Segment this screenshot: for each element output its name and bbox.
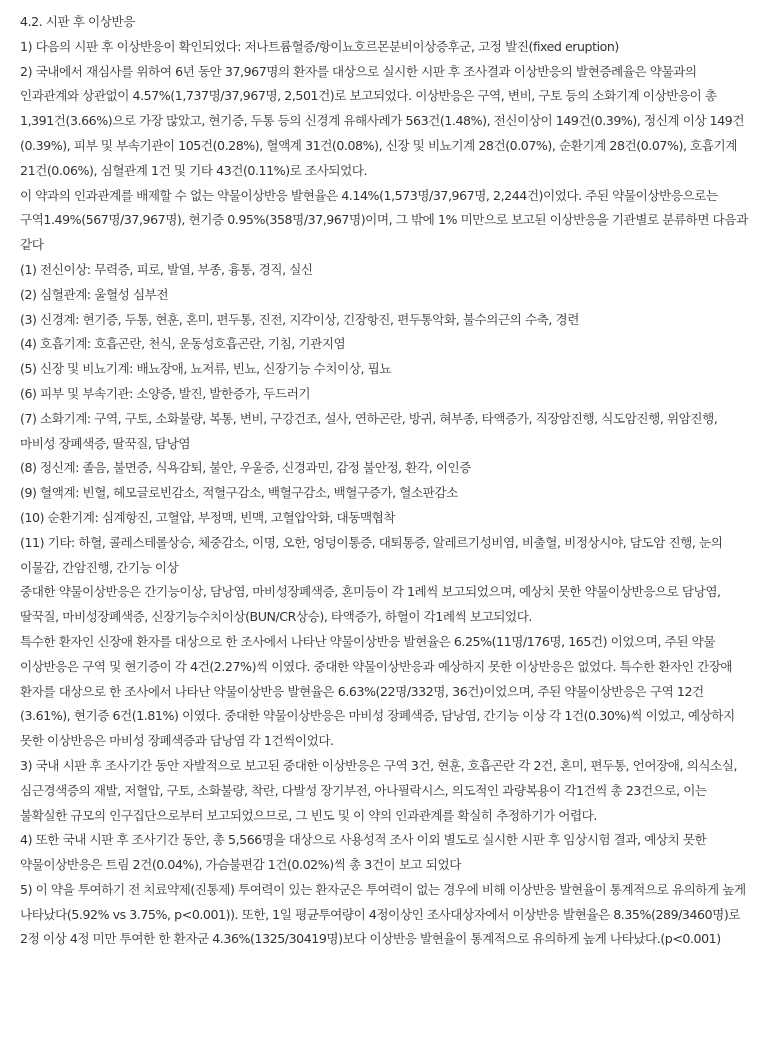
paragraph-serious-reactions: 중대한 약물이상반응은 간기능이상, 담낭염, 마비성장폐색증, 혼미등이 각 1례씩 보고되었으며, 예상치 못한 약물이상반응으로 담낭염, 딸꾹질, 마비성장폐색증, 신장기능수치이상(BUN/CR상승), 타액증가, 하혈이 각1례씩 보고되었다. — [20, 584, 721, 625]
list-item-cardiovascular: (2) 심혈관계: 울혈성 심부전 — [20, 286, 169, 302]
list-item-blood: (9) 혈액계: 빈혈, 헤모글로빈감소, 적혈구감소, 백혈구감소, 백혈구증가, 혈소판감소 — [20, 485, 458, 501]
paragraph-3: 이 약과의 인과관계를 배제할 수 없는 약물이상반응 발현율은 4.14%(1,573명/37,967명, 2,244건)이었다. 주된 약물이상반응으로는 구역1.49%(567명/37,967명), 현기증 0.95%(358명/37,967명)이며, 그 밖에 1% 미만으로 보고된 이상반응을 기관별로 분류하면 다음과 같다 — [20, 187, 748, 253]
paragraph-special-patients: 특수한 환자인 신장애 환자를 대상으로 한 조사에서 나타난 약물이상반응 발현율은 6.25%(11명/176명, 165건) 이었으며, 주된 약물 이상반응은 구역 및 현기증이 각 4건(2.27%)씩 이였다. 중대한 약물이상반응과 예상하지 못한 이상반응은 없었다. 특수한 환자인 간장애 환자를 대상으로 한 조사에서 나타난 약물이상반응 발현율은 6.63%(22명/332명, 36건)이었으며, 주된 약물이상반응은 구역 12건(3.61%), 현기증 6건(1.81%) 이였다. 중대한 약물이상반응은 마비성 장폐색증, 담낭염, 간기능 이상 각 1건(0.30%)씩 이었고, 예상하지 못한 이상반응은 마비성 장폐색증과 담낭염 각 1건씩이었다. — [20, 633, 735, 749]
paragraph-3-spontaneous: 3) 국내 시판 후 조사기간 동안 자발적으로 보고된 중대한 이상반응은 구역 3건, 현훈, 호흡곤란 각 2건, 혼미, 편두통, 언어장애, 의식소실, 심근경색증의 재발, 저혈압, 구토, 소화불량, 착란, 다발성 장기부전, 아나필락시스, 의도적인 과량복용이 각1건씩 총 23건으로, 이는 불확실한 규모의 인구집단으로부터 보고되었으므로, 그 빈도 및 이 약의 인과관계를 확실히 추정하기가 어렵다. — [20, 757, 738, 823]
section-title: 4.2. 시판 후 이상반응 — [20, 14, 135, 29]
list-item-skin: (6) 피부 및 부속기관: 소양증, 발진, 발한증가, 두드러기 — [20, 385, 311, 401]
list-item-psychiatric: (8) 정신계: 졸음, 불면증, 식욕감퇴, 불안, 우울증, 신경과민, 감정 불안정, 환각, 이인증 — [20, 460, 471, 476]
list-item-general: (1) 전신이상: 무력증, 피로, 발열, 부종, 흉통, 경직, 실신 — [20, 261, 313, 277]
list-item-digestive: (7) 소화기계: 구역, 구토, 소화불량, 복통, 변비, 구강건조, 설사, 연하곤란, 방귀, 혀부종, 타액증가, 직장암진행, 식도암진행, 위암진행, 마비성 장폐색증, 딸꾹질, 담낭염 — [20, 410, 718, 451]
list-item-other: (11) 기타: 하혈, 콜레스테롤상승, 체중감소, 이명, 오한, 엉덩이통증, 대퇴통증, 알레르기성비염, 비출혈, 비정상시야, 담도암 진행, 눈의 이물감, 간암진행, 간기능 이상 — [20, 534, 723, 575]
paragraph-2: 2) 국내에서 재심사를 위하여 6년 동안 37,967명의 환자를 대상으로 실시한 시판 후 조사결과 이상반응의 발현증례율은 약물과의 인과관계와 상관없이 4.57%(1,737명/37,967명, 2,501건)로 보고되었다. 이상반응은 구역, 변비, 구토 등의 소화기계 이상반응이 총 1,391건(3.66%)으로 가장 많았고, 현기증, 두통 등의 신경계 유해사례가 563건(1.48%), 전신이상이 149건(0.39%), 정신계 이상 149건(0.39%), 피부 및 부속기관이 105건(0.28%), 혈액계 31건(0.08%), 신장 및 비뇨기계 28건(0.07%), 순환기계 28건(0.07%), 호흡기계 21건(0.06%), 심혈관계 1건 및 기타 43건(0.11%)로 조사되었다. — [20, 63, 745, 178]
list-item-circulatory: (10) 순환기계: 심계항진, 고혈압, 부정맥, 빈맥, 고혈압악화, 대동맥협착 — [20, 509, 396, 525]
list-item-respiratory: (4) 호흡기계: 호흡곤란, 천식, 운동성호흡곤란, 기침, 기관지염 — [20, 336, 346, 352]
paragraph-5-prior-treatment: 5) 이 약을 투여하기 전 치료약제(진통제) 투여력이 있는 환자군은 투여력이 없는 경우에 비해 이상반응 발현율이 통계적으로 유의하게 높게 나타났다(5.92% vs 3.75%, p<0.001)). 또한, 1일 평균투여량이 4정이상인 조사대상자에서 이상반응 발현율은 8.35%(289/3460명)로 2정 이상 4정 미만 투여한 한 환자군 4.36%(1325/30419명)보다 이상반응 발현율이 통계적으로 유의하게 높게 나타났다.(p<0.001) — [20, 881, 746, 947]
list-item-nervous: (3) 신경계: 현기증, 두통, 현훈, 혼미, 편두통, 진전, 지각이상, 긴장항진, 편두통악화, 불수의근의 수축, 경련 — [20, 311, 579, 327]
paragraph-1: 1) 다음의 시판 후 이상반응이 확인되었다: 저나트륨혈증/항이뇨호르몬분비이상증후군, 고정 발진(fixed eruption) — [20, 38, 619, 54]
paragraph-4-clinical-trial: 4) 또한 국내 시판 후 조사기간 동안, 총 5,566명을 대상으로 사용성적 조사 이외 별도로 실시한 시판 후 임상시험 결과, 예상치 못한 약물이상반응은 트림 2건(0.04%), 가슴불편감 1건(0.02%)씩 총 3건이 보고 되었다 — [20, 832, 707, 873]
list-item-renal-urinary: (5) 신장 및 비뇨기계: 배뇨장애, 뇨저류, 빈뇨, 신장기능 수치이상, 핍뇨 — [20, 361, 392, 377]
